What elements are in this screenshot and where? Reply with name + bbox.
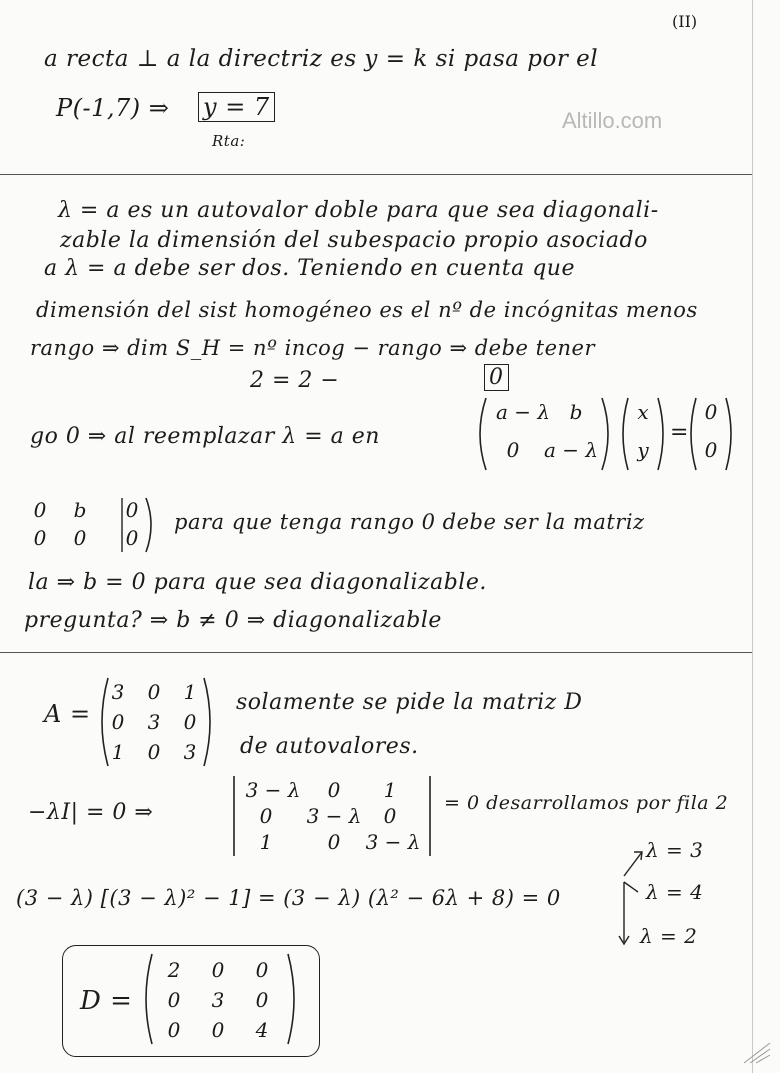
- d-cell: 0: [255, 988, 269, 1012]
- a-cell: 3: [147, 710, 161, 734]
- det-matrix: [228, 772, 438, 860]
- aug-cell: 0: [33, 526, 47, 550]
- s2-line9: la ⇒ b = 0 para que sea diagonalizable.: [28, 570, 487, 595]
- a-cell: 3: [111, 680, 125, 704]
- page-corner-curl: [742, 1041, 772, 1065]
- d-cell: 3: [211, 988, 225, 1012]
- s2-line4: dimensión del sist homogéneo es el nº de incógnitas menos: [36, 298, 698, 322]
- det-right: = 0 desarrollamos por fila 2: [444, 792, 729, 814]
- vec-cell: 0: [704, 438, 718, 462]
- s2-line2: zable la dimensión del subespacio propio asociado: [60, 228, 648, 253]
- s2-line5: rango ⇒ dim S_H = nº incog − rango ⇒ debe tener: [30, 336, 596, 360]
- a-label: A =: [44, 700, 91, 728]
- s3-desc-line1: solamente se pide la matriz D: [236, 690, 583, 715]
- a-cell: 0: [183, 710, 197, 734]
- a-cell: 1: [111, 740, 125, 764]
- d-cell: 0: [211, 1018, 225, 1042]
- s2-line8-text: para que tenga rango 0 debe ser la matriz: [174, 510, 645, 534]
- char-poly: (3 − λ) [(3 − λ)² − 1] = (3 − λ) (λ² − 6λ + 8) = 0: [16, 886, 561, 910]
- m22-cell: a − λ: [495, 400, 551, 424]
- m22-cell: b: [569, 400, 583, 424]
- a-cell: 3: [183, 740, 197, 764]
- det-cell: 1: [383, 778, 397, 802]
- aug-cell: 0: [125, 526, 139, 550]
- d-matrix: [140, 950, 300, 1048]
- s2-line10: pregunta? ⇒ b ≠ 0 ⇒ diagonalizable: [24, 608, 442, 633]
- m22-cell: a − λ: [543, 438, 599, 462]
- s2-vector-xy: [618, 394, 668, 474]
- det-cell: 3 − λ: [365, 830, 421, 854]
- vec-cell: y: [637, 438, 649, 462]
- s2-line1: λ = a es un autovalor doble para que sea diagonali-: [58, 198, 659, 223]
- det-cell: 0: [383, 804, 397, 828]
- d-label: D =: [80, 986, 133, 1016]
- divider-2: [0, 652, 752, 653]
- a-cell: 1: [183, 680, 197, 704]
- vec-cell: x: [637, 400, 649, 424]
- s1-line1: a recta ⊥ a la directriz es y = k si pasa por el: [44, 46, 599, 72]
- root-1: λ = 3: [646, 838, 704, 862]
- d-cell: 0: [167, 1018, 181, 1042]
- s2-vector-rhs: [686, 394, 736, 474]
- s2-line7-left: go 0 ⇒ al reemplazar λ = a en: [30, 424, 380, 449]
- s2-line6-left: 2 = 2 −: [250, 368, 340, 393]
- s1-rta-label: Rta:: [212, 132, 246, 150]
- a-cell: 0: [111, 710, 125, 734]
- aug-cell: b: [73, 498, 87, 522]
- m22-cell: 0: [506, 438, 520, 462]
- watermark: Altillo.com: [562, 108, 663, 133]
- det-cell: 3 − λ: [245, 778, 301, 802]
- aug-cell: 0: [33, 498, 47, 522]
- root-3: λ = 2: [640, 924, 698, 948]
- root-2: λ = 4: [646, 880, 704, 904]
- s2-line6-box: 0: [484, 364, 509, 391]
- det-cell: 0: [327, 778, 341, 802]
- s2-matrix-2x2: [474, 394, 614, 474]
- s3-desc-line2: de autovalores.: [240, 734, 419, 759]
- d-cell: 0: [255, 958, 269, 982]
- det-cell: 1: [259, 830, 273, 854]
- vec-cell: 0: [704, 400, 718, 424]
- aug-cell: 0: [73, 526, 87, 550]
- a-matrix: [96, 674, 216, 770]
- s2-line3: a λ = a debe ser dos. Teniendo en cuenta que: [44, 256, 575, 281]
- margin-line: [752, 0, 753, 1073]
- d-cell: 2: [167, 958, 181, 982]
- d-cell: 4: [255, 1018, 269, 1042]
- page-number: (II): [672, 12, 698, 31]
- d-cell: 0: [211, 958, 225, 982]
- divider-1: [0, 174, 752, 175]
- d-cell: 0: [167, 988, 181, 1012]
- s1-answer-box: y = 7: [198, 92, 275, 122]
- a-cell: 0: [147, 680, 161, 704]
- det-cell: 3 − λ: [306, 804, 362, 828]
- aug-cell: 0: [125, 498, 139, 522]
- a-cell: 0: [147, 740, 161, 764]
- s1-line2-left: P(-1,7) ⇒: [56, 94, 170, 122]
- det-cell: 0: [259, 804, 273, 828]
- det-left: −λI| = 0 ⇒: [28, 800, 154, 825]
- det-cell: 0: [327, 830, 341, 854]
- s2-augmented-matrix: [28, 494, 158, 556]
- equals-sign: =: [670, 420, 689, 445]
